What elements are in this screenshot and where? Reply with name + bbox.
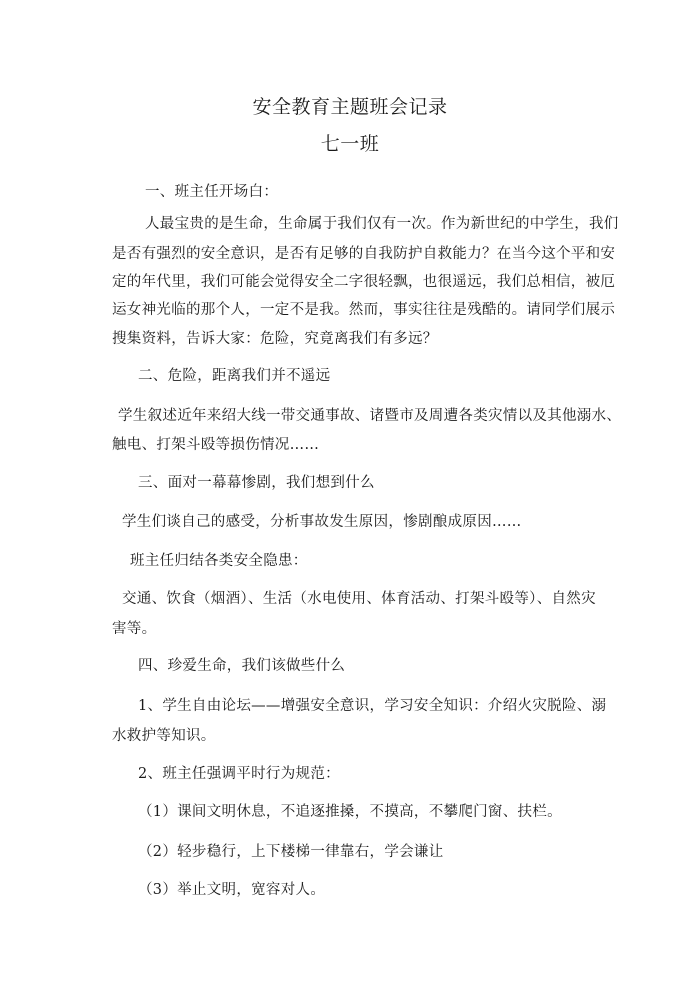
hazards-line: 交通、饮食（烟酒）、生活（水电使用、体育活动、打架斗殴等）、自然灾 [122, 591, 596, 607]
section-1-heading: 一、班主任开场白： [145, 184, 279, 200]
class-name: 七一班 [320, 133, 380, 155]
section-1-line: 定的年代里，我们可能会觉得安全二字很轻飘，也很遥远，我们总相信，被厄 [112, 274, 616, 290]
section-2-line: 学生叙述近年来绍大线一带交通事故、诸暨市及周遭各类灾情以及其他溺水、 [118, 408, 622, 424]
section-4-item-1: 水救护等知识。 [112, 728, 216, 744]
section-2-heading: 二、危险，距离我们并不遥远 [138, 368, 331, 384]
rule-item: （1）课间文明休息，不追逐推搡，不摸高，不攀爬门窗、扶栏。 [138, 804, 562, 820]
section-4-item-2: 2、班主任强调平时行为规范： [138, 766, 340, 782]
section-1-line: 人最宝贵的是生命，生命属于我们仅有一次。作为新世纪的中学生，我们 [145, 216, 619, 232]
section-4-heading: 四、珍爱生命，我们该做些什么 [138, 658, 346, 674]
section-1-line: 是否有强烈的安全意识，是否有足够的自我防护自救能力？在当今这个平和安 [112, 246, 616, 262]
section-1-line: 运女神光临的那个人，一定不是我。然而，事实往往是残酷的。请同学们展示 [112, 302, 616, 318]
rule-item: （3）举止文明，宽容对人。 [138, 882, 326, 898]
section-2-line: 触电、打架斗殴等损伤情况…… [112, 437, 320, 453]
section-3-line: 学生们谈自己的感受，分析事故发生原因，惨剧酿成原因…… [122, 514, 522, 530]
section-4-item-1: 1、学生自由论坛——增强安全意识，学习安全知识：介绍火灾脱险、溺 [138, 698, 607, 714]
section-3-summary: 班主任归结各类安全隐患： [130, 553, 308, 569]
document-title: 安全教育主题班会记录 [252, 96, 448, 118]
hazards-line: 害等。 [112, 621, 157, 637]
rule-item: （2）轻步稳行，上下楼梯一律靠右，学会谦让 [138, 844, 444, 860]
section-1-line: 搜集资料，告诉大家：危险，究竟离我们有多远？ [112, 331, 438, 347]
section-3-heading: 三、面对一幕幕惨剧，我们想到什么 [138, 475, 375, 491]
